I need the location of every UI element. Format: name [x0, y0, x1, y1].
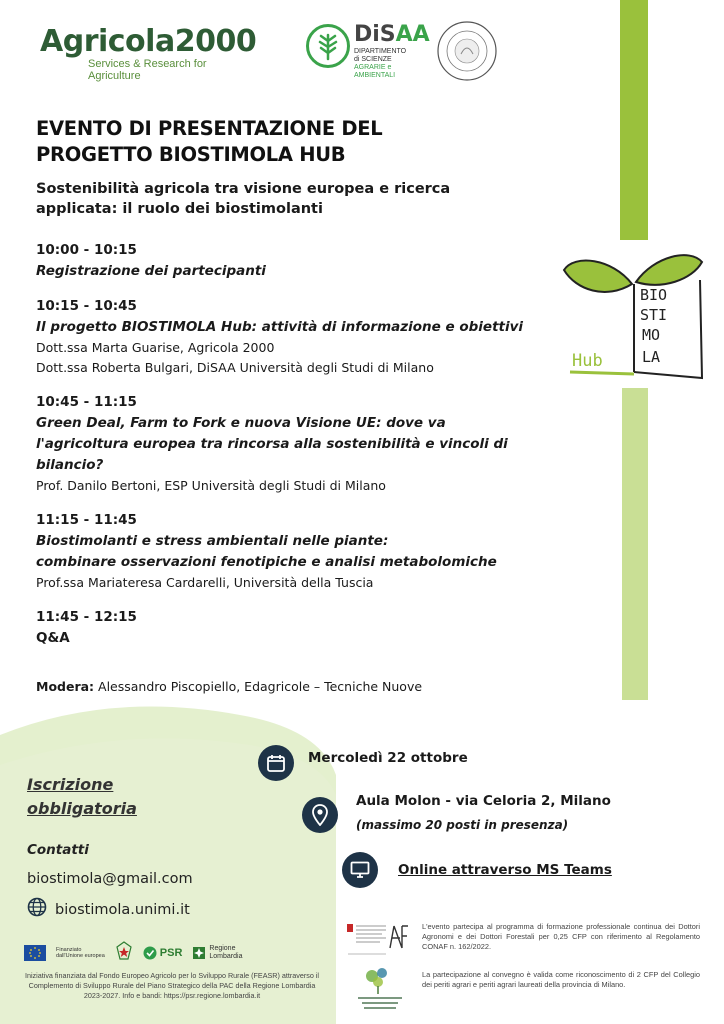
slot-speaker: Dott.ssa Roberta Bulgari, DiSAA Università degli Studi di Milano	[36, 360, 434, 375]
slot-time: 10:00 - 10:15	[36, 242, 137, 258]
slot-talk: Il progetto BIOSTIMOLA Hub: attività di informazione e obiettivi	[36, 319, 524, 335]
disaa-wordmark-a: DiS	[354, 22, 396, 47]
eu-label-line: Finanziato	[56, 947, 82, 953]
slot-talk: l'agricoltura europea tra rincorsa alla sostenibilità e vincoli di	[36, 436, 508, 452]
sponsor-logos	[24, 941, 324, 965]
hub-logo-text: BIO	[640, 286, 668, 304]
registration-required-link[interactable]	[27, 773, 137, 821]
event-title-line: EVENTO DI PRESENTAZIONE DEL	[36, 117, 383, 140]
slot-time: 11:15 - 11:45	[36, 512, 137, 528]
slot-time: 10:15 - 10:45	[36, 298, 137, 314]
location-pin-icon	[302, 797, 338, 833]
globe-icon	[27, 897, 47, 922]
disaa-logo	[306, 22, 430, 84]
online-teams-link[interactable]: Online attraverso MS Teams	[398, 862, 612, 878]
slot-qa: Q&A	[36, 630, 70, 646]
hub-logo-hub: Hub	[572, 351, 603, 371]
monitor-icon	[342, 852, 378, 888]
collegio-periti-agrari-logo	[354, 966, 406, 1016]
conaf-credit-note: L'evento partecipa al programma di formazione professionale continua dei Dottori Agronomi e dei Dottori Forestali per 0,25 CFP con riferimento al Regolamento CONAF n. 162/2022.	[422, 922, 700, 951]
calendar-icon	[258, 745, 294, 781]
moderator-label: Modera:	[36, 679, 95, 694]
contacts-label: Contatti	[27, 842, 89, 858]
funding-note: Iniziativa finanziata dal Fondo Europeo Agricolo per lo Sviluppo Rurale (FEASR) attraverso il Complemento di Sviluppo Rurale del Piano Strategico della PAC della Regione Lombardia 2023-2027. Info e bandi: https://psr.regione.lombardia.it	[24, 971, 320, 1000]
regione-lombardia-logo	[192, 945, 242, 961]
registration-line: Iscrizione	[27, 775, 114, 794]
website-link[interactable]: biostimola.unimi.it	[55, 901, 190, 918]
event-subtitle-line: Sostenibilità agricola tra visione europea e ricerca	[36, 181, 451, 197]
disaa-dept-line: AMBIENTALI	[354, 72, 396, 79]
event-location: Aula Molon - via Celoria 2, Milano	[356, 793, 611, 809]
conaf-logo	[346, 922, 410, 960]
slot-time: 10:45 - 11:15	[36, 394, 137, 410]
disaa-dept-line: DIPARTIMENTO	[354, 48, 407, 55]
regione-label-line: Lombardia	[209, 953, 243, 960]
disaa-wordmark	[354, 22, 430, 47]
regione-label	[209, 945, 242, 961]
event-capacity-note: (massimo 20 posti in presenza)	[356, 818, 569, 832]
university-seal-logo	[436, 20, 498, 82]
moderator-line	[36, 679, 422, 694]
program-slot	[36, 510, 596, 593]
slot-speaker: Prof.ssa Mariateresa Cardarelli, Università della Tuscia	[36, 575, 374, 590]
eu-flag-icon	[24, 945, 46, 961]
agricola2000-wordmark: Agricola2000	[40, 24, 257, 59]
program-slot	[36, 607, 596, 649]
event-date: Mercoledì 22 ottobre	[308, 750, 468, 766]
slot-talk: Green Deal, Farm to Fork e nuova Visione UE: dove va	[36, 415, 446, 431]
contact-email[interactable]: biostimola@gmail.com	[27, 871, 193, 887]
eu-funding-label	[56, 947, 105, 959]
slot-talk: Registrazione dei partecipanti	[36, 263, 266, 279]
eu-label-line: dall'Unione europea	[56, 953, 105, 959]
disaa-dept-line: AGRARIE e	[354, 64, 392, 71]
decorative-stripe-bottom	[622, 388, 648, 700]
psr-label: PSR	[159, 947, 183, 959]
program-slot	[36, 240, 596, 282]
slot-time: 11:45 - 12:15	[36, 609, 137, 625]
program-slot	[36, 392, 596, 496]
slot-speaker: Prof. Danilo Bertoni, ESP Università degli Studi di Milano	[36, 478, 386, 493]
collegio-credit-note: La partecipazione al convegno è valida come riconoscimento di 2 CFP del Collegio dei periti agrari e periti agrari laureati della provincia di Milano.	[422, 970, 700, 989]
slot-talk: Biostimolanti e stress ambientali nelle piante:	[36, 533, 389, 549]
program-slot	[36, 296, 596, 378]
italian-emblem-icon	[115, 941, 133, 966]
agricola2000-logo	[40, 24, 260, 82]
disaa-dept-line: di SCIENZE	[354, 56, 392, 63]
slot-talk: combinare osservazioni fenotipiche e analisi metabolomiche	[36, 554, 497, 570]
regione-label-line: Regione	[209, 945, 236, 952]
event-title-line: PROGETTO BIOSTIMOLA HUB	[36, 143, 346, 166]
event-subtitle-line: applicata: il ruolo dei biostimolanti	[36, 201, 323, 217]
hub-logo-text: STI	[640, 306, 668, 324]
agricola2000-tagline: Services & Research for Agriculture	[88, 58, 207, 82]
hub-logo-text: MO	[642, 326, 661, 344]
registration-line: obbligatoria	[27, 799, 137, 818]
psr-logo	[143, 946, 183, 960]
event-subtitle	[36, 179, 596, 219]
slot-talk: bilancio?	[36, 457, 104, 473]
disaa-wordmark-b: AA	[395, 22, 430, 47]
website-row[interactable]	[27, 897, 190, 922]
slot-speaker: Dott.ssa Marta Guarise, Agricola 2000	[36, 340, 275, 355]
disaa-leaf-icon	[306, 24, 350, 68]
event-date-row	[258, 745, 468, 781]
hub-logo-text: LA	[642, 348, 661, 366]
event-title	[36, 116, 596, 168]
moderator-name: Alessandro Piscopiello, Edagricole – Tecniche Nuove	[94, 679, 423, 694]
decorative-stripe-top	[620, 0, 648, 240]
program-list	[36, 240, 596, 663]
disaa-department	[354, 48, 424, 80]
